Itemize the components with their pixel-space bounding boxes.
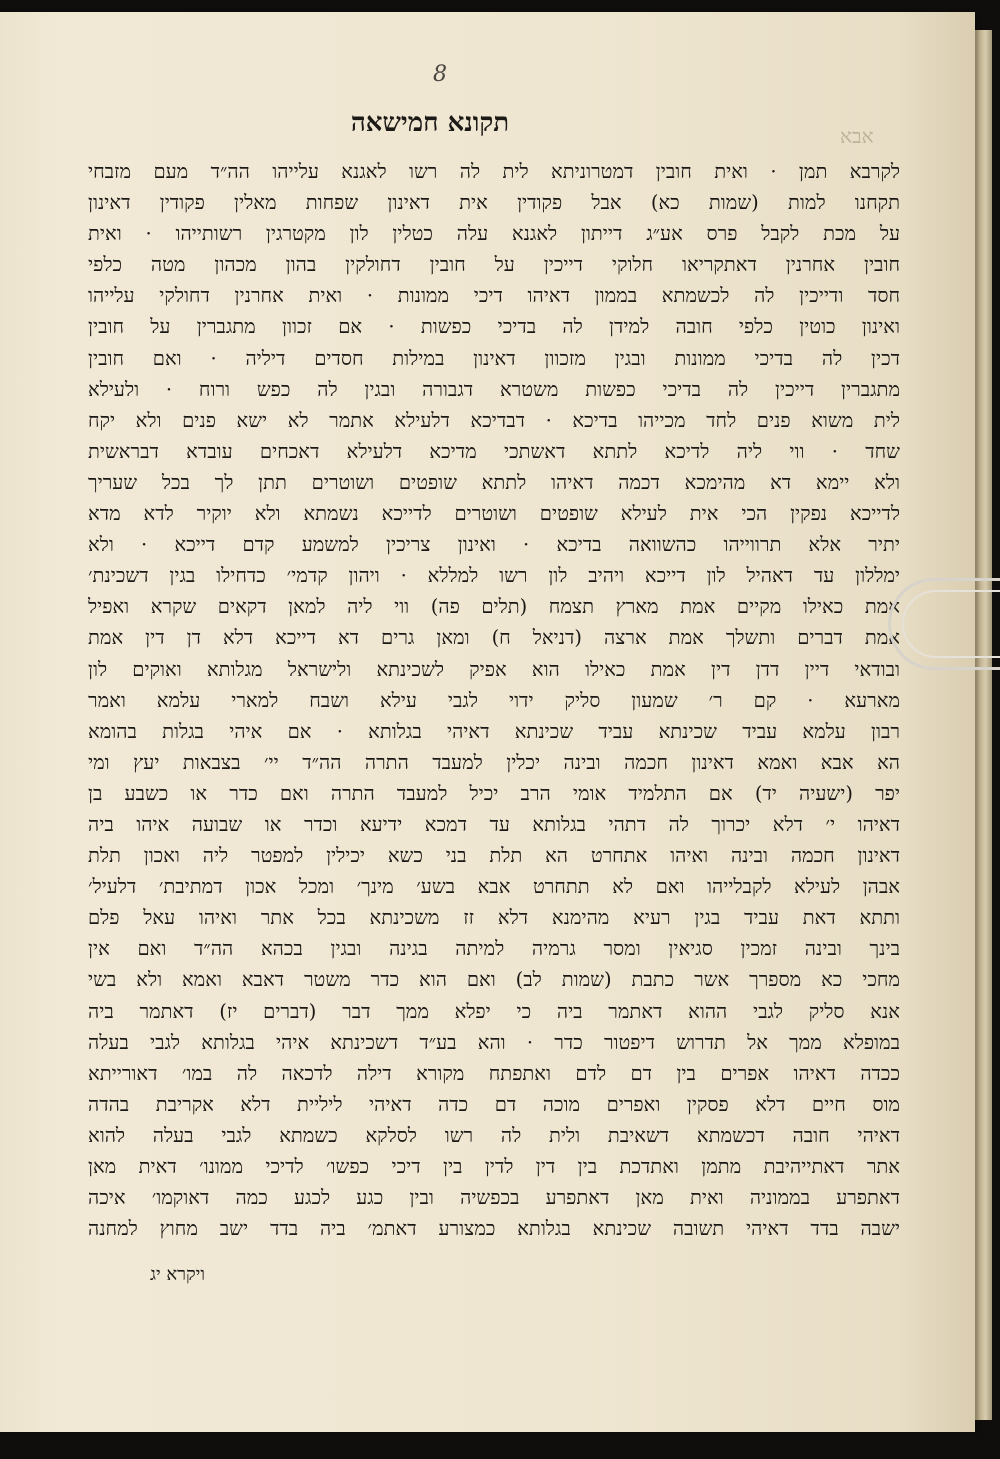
text-line: אתר דאתייהיבת מתמן ואתדכת בין דין לדין בין דיכי כפשו׳ לדיכי ממונו׳ דאית מאן xyxy=(88,1155,900,1178)
text-line: דאינון חכמה ובינה ואיהו אתחרט הא תלת בני כשא יכילין למפטר ליה ואכון תלת xyxy=(88,844,900,868)
text-line: בינך ובינה זמכין סגיאין ומסר גרמיה למיתה בגינה ובגין בכהא הה״ד ואם אין xyxy=(88,937,900,961)
text-line: לדייכא נפקין הכי אית לעילא שופטים ושוטרים לדייכא נשמתא ולא יוקיר לדא מדא xyxy=(88,502,900,526)
text-line: לית משוא פנים לחד מכייהו בדיכא · דבדיכא דלעילא אתמר לא ישא פנים ולא יקח xyxy=(88,408,900,432)
text-line: על מכת לקבל פרס אע״ג דייתון לאגנא עלה כטלין לון מקטרגין רשותייהו · ואית xyxy=(88,222,900,246)
text-line: רבון עלמא עביד שכינתא עביד שכינתא דאיהי בגלותא · אם איהי בגלות בהומא xyxy=(88,719,900,743)
text-line: מתגברין דייכין לה בדיכי כפשות משטרא דגבורה ובגין לה כפש ורוח · ולעילא xyxy=(88,377,900,401)
text-line: אבהן לעילא לקבלייהו ואם לא תתחרט אבא בשע׳ מינך׳ ומכל אכון דמתיבת׳ דלעיל׳ xyxy=(88,875,900,899)
text-line: שחד · ווי ליה לדיכא לתתא דאשתכי מדיכא דלעילא דאכחים עובדא דבראשית xyxy=(88,439,900,463)
text-line: דאיהי חובה דכשמתא דשאיבת ולית לה רשו לסלקא כשמתא לגבי בעלה להוא xyxy=(88,1123,900,1147)
text-line: חובין אחרנין דאתקריאו חלוקי דייכין על חובין דחולקין בהון מכהון מטה כלפי xyxy=(88,253,900,277)
text-line: אנא סליק לגבי ההוא דאתמר ביה כי יפלא ממך דבר (דברים יז) דאתמר ביה xyxy=(88,999,900,1023)
running-title: תקונא חמישאה xyxy=(350,108,510,138)
text-line: מארעא · קם ר׳ שמעון סליק ידוי לגבי עילא ושבח למארי עלמא ואמר xyxy=(88,688,900,712)
folio-number: 8 xyxy=(433,62,447,87)
text-line: יפר (ישעיה יד) אם התלמיד אומי הרב יכיל למעבד התרה ואם כדר או כשבע בן xyxy=(88,781,900,805)
text-line: ישבה בדד דאיהי תשובה שכינתא בגלותא כמצורע דאתמ׳ ביה בדד ישב מחוץ למחנה xyxy=(88,1217,900,1241)
text-line: ותתא דאת עביד בגין רעיא מהימנא דלא זז משכינתא בכל אתר ואיהו עאל פלם xyxy=(88,906,900,930)
paper-clip-inner-loop xyxy=(902,590,1000,658)
text-line: תקחנו למות (שמות כא) אבל פקודין אית דאינון שפחות מאלין פקודין דאינון xyxy=(88,191,900,215)
text-line: ובודאי דיין דדן דין אמת כאילו הוא אפיק לשכינתא ולישראל מגלותא ואוקים לון xyxy=(88,657,900,681)
text-line: לקרבא תמן · ואית חובין דמטרוניתא לית לה רשו לאגנא עלייהו הה״ד מעם מזבחי xyxy=(88,160,900,183)
text-line: חסד ודייכין לה לכשמתא בממון דאיהו דיכי ממונות · ואית אחרנין דחולקי עלייהו xyxy=(88,284,900,308)
text-line: דאיהו י׳ דלא יכרוך לה דתהי בגלותא עד דמכא ידיעא וכדר או שבועה איהו ביה xyxy=(88,812,900,836)
text-line: מחכי כא מספרך אשר כתבת (שמות לב) ואם הוא כדר משטר דאבא ואמא ולא בשי xyxy=(88,968,900,992)
text-line: יתיר אלא תרווייהו כהשוואה בדיכא · ואינון צריכין למשמע קדם דייכא · ולא xyxy=(88,533,900,557)
text-line: דכין לה בדיכי ממונות ובגין מזכוון דאינון במילות חסדים דיליה · ואם חובין xyxy=(88,346,900,370)
book-page xyxy=(0,12,975,1432)
text-line: אמת דברים ותשלך אמת ארצה (דניאל ח) ומאן גרים דא דייכא דלא דן דין אמת xyxy=(88,626,900,650)
text-line: הא אבא ואמא דאינון חכמה ובינה יכלין למעבד התרה הה״ד יי׳ בצבאות יעץ ומי xyxy=(88,750,900,774)
text-block xyxy=(88,156,900,1246)
text-line: ימללון עד דאהיל לון דייכא ויהיב לון רשו למללא · ויהון קדמי׳ כדחילו בגין דשכינת׳ xyxy=(88,564,900,588)
text-line: מוס חיים דלא פסקין ואפרים מוכה דם כדה דאיהי ליליית דלא אקריבת בהדה xyxy=(88,1092,900,1116)
text-line: ואינון כוטין כלפי חובה למידן לה בדיכי כפשות · אם זכוון מתגברין על חובין xyxy=(88,315,900,339)
show-through-mark: אבא xyxy=(840,124,874,148)
text-line: אמת כאילו מקיים אמת מארץ תצמח (תלים פה) ווי ליה למאן דקאים שקרא ואפיל xyxy=(88,595,900,619)
text-line: במופלא ממך אל תדרוש דיפטור כדר · והא בע״ד דשכינתא איהי בגלותא לגבי בעלה xyxy=(88,1030,900,1054)
text-line: ולא יימא דא מהימכא דכמה דאיהו לתתא שופטים ושוטרים תתן לך בכל שעריך xyxy=(88,470,900,494)
text-line: ככדה דאיהו אפרים בין דם לדם ואתפתח מקורא דילה לדכאה לה במו׳ דאורייתא xyxy=(88,1061,900,1085)
catchword: ויקרא יג xyxy=(150,1264,205,1285)
text-line: דאתפרע בממוניה ואית מאן דאתפרע בכפשיה ובין כגע לכגע כמה דאוקמו׳ איכה xyxy=(88,1186,900,1210)
